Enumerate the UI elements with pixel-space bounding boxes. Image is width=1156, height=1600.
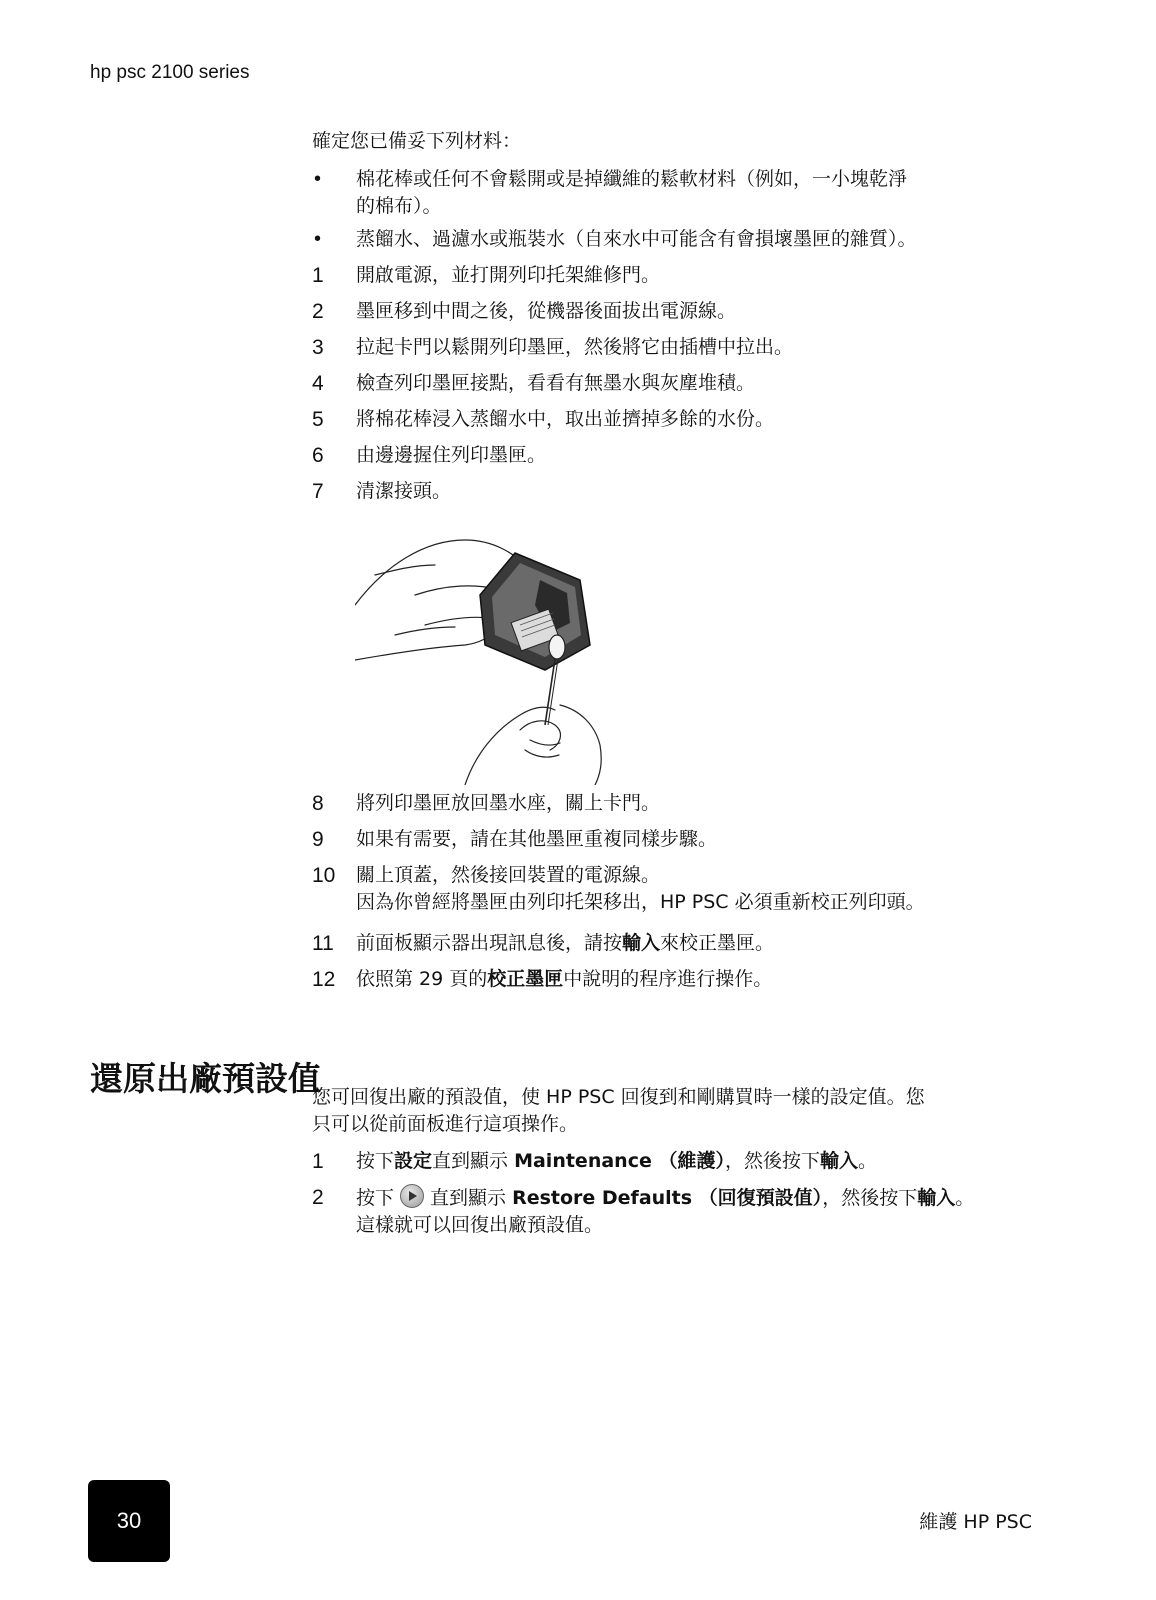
- step-number: 4: [312, 372, 324, 395]
- step-number: 8: [312, 792, 324, 815]
- text-run: ，然後按下: [822, 1187, 918, 1209]
- step-number: 9: [312, 828, 324, 851]
- section-title: 還原出廠預設值: [90, 1059, 321, 1098]
- text-run: ，然後按下: [724, 1150, 820, 1172]
- step-text: [356, 1184, 1032, 1212]
- step-number: 5: [312, 408, 324, 431]
- step-item: [312, 966, 1032, 993]
- step-item: [312, 442, 1032, 469]
- text-run: 依照第 29 頁的: [356, 968, 488, 990]
- step-text: 拉起卡門以鬆開列印墨匣，然後將它由插槽中拉出。: [356, 336, 794, 358]
- item-line: 的棉布）。: [356, 195, 442, 217]
- text-run: 來校正墨匣。: [660, 932, 775, 954]
- step-number: 6: [312, 444, 324, 467]
- item-text: 蒸餾水、過濾水或瓶裝水（自來水中可能含有會損壞墨匣的雜質）。: [356, 228, 917, 250]
- step-number: 11: [312, 932, 334, 955]
- step-item: [312, 370, 1032, 397]
- running-header: hp psc 2100 series: [90, 62, 250, 83]
- step-text: 開啟電源，並打開列印托架維修門。: [356, 264, 661, 286]
- step-item: [312, 478, 1032, 505]
- step-item: [312, 826, 1032, 853]
- step-text: 清潔接頭。: [356, 480, 452, 502]
- step-item: [312, 334, 1032, 361]
- text-run: 。: [955, 1187, 975, 1209]
- section-intro-line: 您可回復出廠的預設值，使 HP PSC 回復到和剛購買時一樣的設定值。您: [312, 1086, 925, 1108]
- step-item: [312, 930, 1032, 957]
- step-item: [312, 262, 1032, 289]
- text-run: 按下: [356, 1150, 395, 1172]
- menu-label-maintenance: Maintenance （維護）: [514, 1150, 725, 1172]
- step-text: [356, 1148, 1032, 1175]
- item-line: 棉花棒或任何不會鬆開或是掉纖維的鬆軟材料（例如，一小塊乾淨: [356, 168, 908, 190]
- step-text: [356, 930, 1032, 957]
- intro-text: 確定您已備妥下列材料：: [312, 130, 522, 152]
- right-arrow-button-icon: [400, 1184, 424, 1208]
- step-number: 1: [312, 264, 324, 287]
- step-number: 3: [312, 336, 324, 359]
- text-run: 直到顯示: [430, 1187, 513, 1209]
- step-text: [356, 966, 1032, 993]
- step-number: 1: [312, 1150, 324, 1173]
- key-label-enter: 輸入: [622, 932, 661, 954]
- text-run: 直到顯示: [432, 1150, 515, 1172]
- text-run: 中說明的程序進行操作。: [563, 968, 773, 990]
- list-item: [312, 226, 1032, 253]
- bullet-marker: •: [314, 168, 322, 190]
- step-note: 這樣就可以回復出廠預設值。: [356, 1214, 604, 1236]
- step-text: 由邊邊握住列印墨匣。: [356, 444, 547, 466]
- menu-label-restore-defaults: Restore Defaults （回復預設值）: [512, 1187, 823, 1209]
- step-number: 12: [312, 968, 336, 991]
- step-text: 關上頂蓋，然後接回裝置的電源線。: [356, 864, 661, 886]
- step-note: 因為你曾經將墨匣由列印托架移出，HP PSC 必須重新校正列印頭。: [356, 891, 925, 913]
- step-number: 2: [312, 1186, 324, 1209]
- key-label-enter: 輸入: [917, 1187, 956, 1209]
- step-text: 檢查列印墨匣接點，看看有無墨水與灰塵堆積。: [356, 372, 756, 394]
- list-item: [312, 166, 1032, 220]
- page-number: 30: [116, 1508, 142, 1533]
- step-number: 2: [312, 300, 324, 323]
- section-intro-line: 只可以從前面板進行這項操作。: [312, 1113, 579, 1135]
- bullet-marker: •: [314, 228, 322, 250]
- step-text: 將棉花棒浸入蒸餾水中，取出並擠掉多餘的水份。: [356, 408, 775, 430]
- step-item: [312, 790, 1032, 817]
- key-label-setup: 設定: [394, 1150, 433, 1172]
- step-text: 將列印墨匣放回墨水座，關上卡門。: [356, 792, 661, 814]
- materials-intro: [312, 128, 1032, 155]
- step-text: 如果有需要，請在其他墨匣重複同樣步驟。: [356, 828, 718, 850]
- step-item: [312, 1184, 1032, 1239]
- chapter-footer: 維護 HP PSC: [919, 1511, 1032, 1533]
- page-number-badge: [88, 1480, 170, 1562]
- key-label-enter: 輸入: [819, 1150, 858, 1172]
- step-item: [312, 406, 1032, 433]
- text-run: 按下: [356, 1187, 395, 1209]
- cartridge-cleaning-illustration: [355, 535, 615, 785]
- text-run: 。: [857, 1150, 877, 1172]
- text-run: 前面板顯示器出現訊息後，請按: [356, 932, 623, 954]
- step-item: [312, 298, 1032, 325]
- restore-defaults-section: [312, 1084, 1032, 1138]
- step-number: 10: [312, 864, 336, 887]
- step-item: [312, 1148, 1032, 1175]
- link-text-align-cartridges: 校正墨匣: [487, 968, 564, 990]
- step-text: 墨匣移到中間之後，從機器後面拔出電源線。: [356, 300, 737, 322]
- step-number: 7: [312, 480, 324, 503]
- step-item: [312, 862, 1032, 916]
